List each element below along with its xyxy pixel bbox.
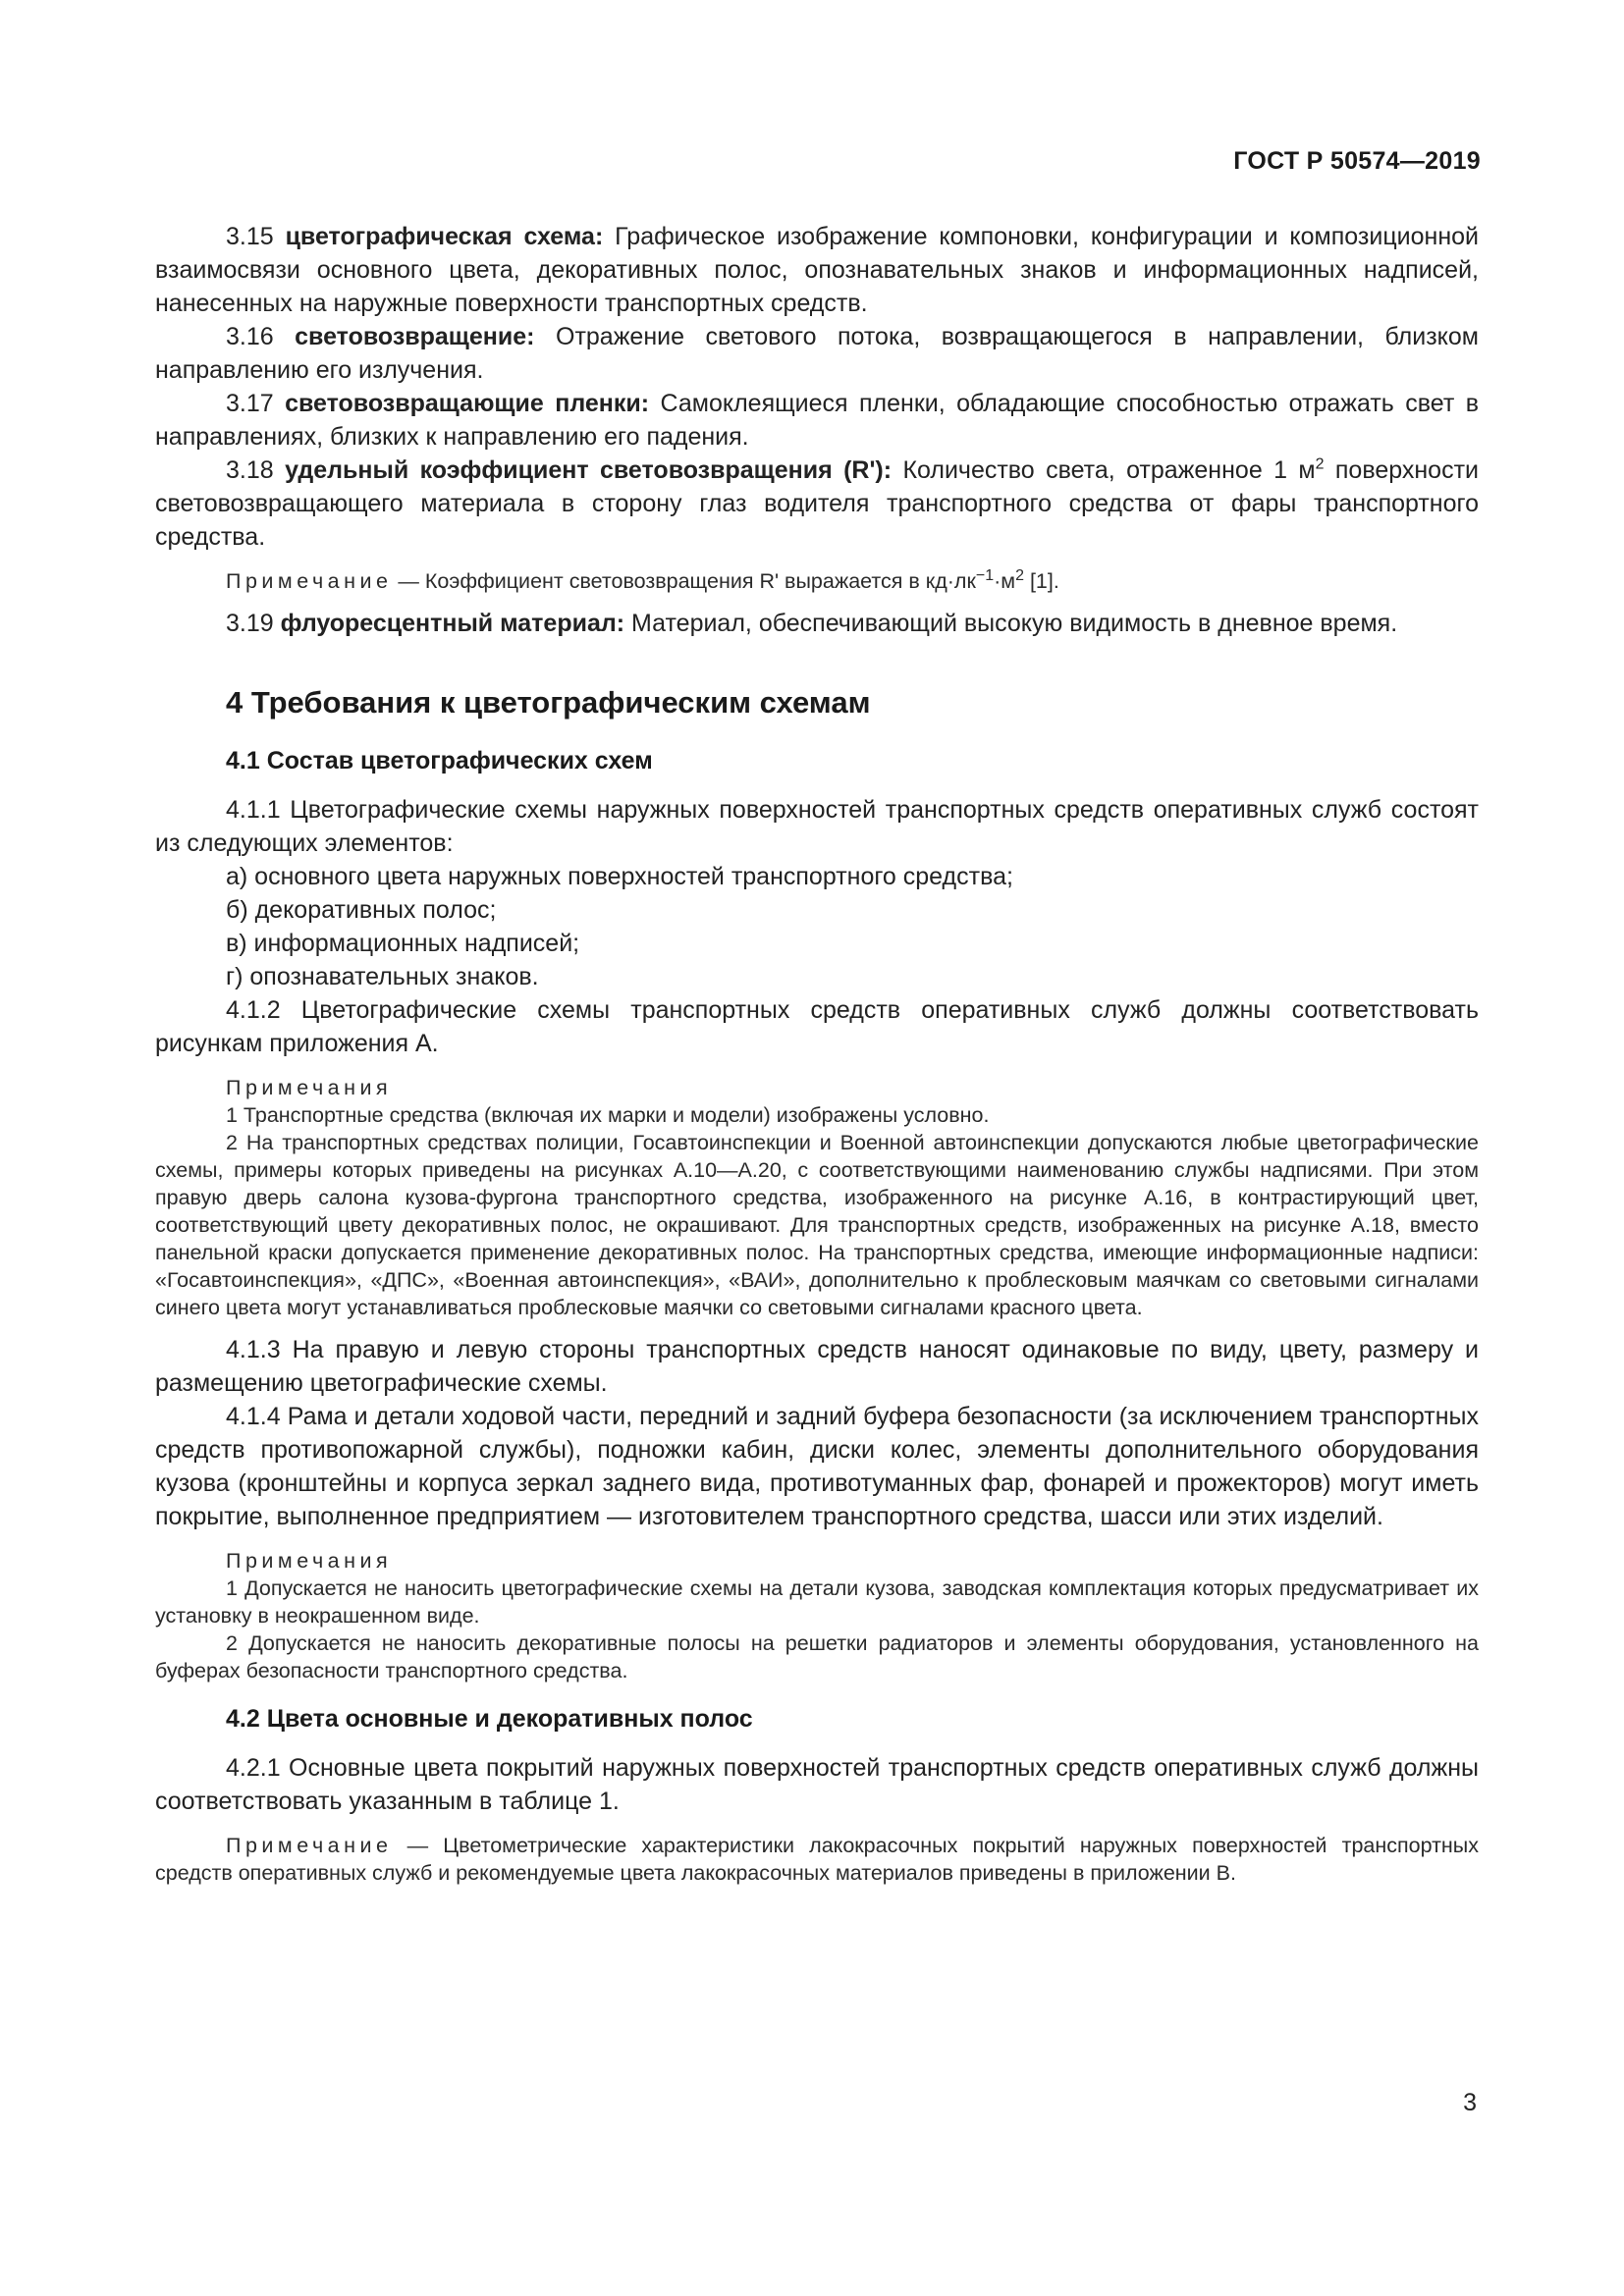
definition-3-16: 3.16 световозвращение: Отражение светового потока, возвращающегося в направлении, близком направлению его излучения. [155,323,1479,384]
notes-4-1-2 [155,1074,1479,1321]
term: цветографическая схема: [285,223,604,250]
term: флуоресцентный материал: [280,610,625,637]
term: удельный коэффициент световозвращения (R'): [285,456,893,484]
notes-label: Примечания [226,1549,393,1573]
section-heading-4: 4 Требования к цветографическим схемам [226,685,871,720]
paragraph-4-1-1: 4.1.1 Цветографические схемы наружных поверхностей транспортных средств оперативных служб состоят из следующих элементов: [155,796,1479,857]
note-item: 1 Допускается не наносить цветографические схемы на детали кузова, заводская комплектация которых предусматривает их установку в неокрашенном виде. [155,1576,1479,1628]
definition-3-19: 3.19 флуоресцентный материал: Материал, обеспечивающий высокую видимость в дневное время. [226,610,1398,637]
notes-label: Примечания [226,1076,393,1099]
term: световозвращающие пленки: [285,390,650,417]
note-item: 1 Транспортные средства (включая их марки и модели) изображены условно. [226,1103,990,1127]
list-item: б) декоративных полос; [226,896,497,924]
note-4-2-1: Примечание — Цветометрические характеристики лакокрасочных покрытий наружных поверхностей транспортных средств оперативных служб и рекомендуемые цвета лакокрасочных материалов приведены в приложении В. [155,1834,1479,1885]
term: световозвращение: [295,323,535,350]
note-label: Примечание [226,1834,393,1857]
note-item: 2 На транспортных средствах полиции, Госавтоинспекции и Военной автоинспекции допускаются любые цветографические схемы, примеры которых приведены на рисунках А.10—А.20, с соответствующими наименованию службы надписями. При этом правую дверь салона кузова-фургона транспортного средства, изображенного на рисунке А.16, в контрастирующий цвет, соответствующий цвету декоративных полос, не окрашивают. Для транспортных средств, изображенных на рисунке А.18, вместо панельной краски допускается применение декоративных полос. На транспортных средства, имеющие информационные надписи: «Госавтоинспекция», «ДПС», «Военная автоинспекция», «ВАИ», дополнительно к проблесковым маячкам со световыми сигналами синего цвета могут устанавливаться проблесковые маячки со световыми сигналами красного цвета. [155,1131,1479,1319]
definition-3-15: 3.15 цветографическая схема: Графическое изображение компоновки, конфигурации и композиционной взаимосвязи основного цвета, декоративных полос, опознавательных знаков и информационных надписей, нанесенных на наружные поверхности транспортных средств. [155,223,1479,317]
page-number: 3 [1463,2089,1477,2116]
definition-3-18: 3.18 удельный коэффициент световозвращения (R'): Количество света, отраженное 1 $м^2$ поверхности световозвращающего материала в сторону глаз водителя транспортного средства от фары транспортного средства. [155,455,1479,551]
note-3-18: Примечание — Коэффициент световозвращения R' выражается в $кд\cdot лк^{-1}\cdot м^2$ [1]. [226,566,1059,593]
paragraph-4-1-2: 4.1.2 Цветографические схемы транспортных средств оперативных служб должны соответствовать рисункам приложения А. [155,996,1479,1057]
subsection-heading-4-1: 4.1 Состав цветографических схем [226,747,653,774]
list-item: а) основного цвета наружных поверхностей транспортного средства; [226,863,1013,890]
list-item: г) опознавательных знаков. [226,963,539,990]
subsection-heading-4-2: 4.2 Цвета основные и декоративных полос [226,1705,753,1733]
document-body [155,220,1479,1898]
note-label: Примечание [226,569,393,593]
document-header: ГОСТ Р 50574—2019 [1233,147,1481,175]
paragraph-4-1-3: 4.1.3 На правую и левую стороны транспортных средств наносят одинаковые по виду, цвету, размеру и размещению цветографические схемы. [155,1336,1479,1397]
notes-4-1-4 [155,1547,1479,1684]
list-item: в) информационных надписей; [226,930,580,957]
definition-3-17: 3.17 световозвращающие пленки: Самоклеящиеся пленки, обладающие способностью отражать свет в направлениях, близких к направлению его падения. [155,390,1479,451]
paragraph-4-1-4: 4.1.4 Рама и детали ходовой части, передний и задний буфера безопасности (за исключением транспортных средств противопожарной службы), подножки кабин, диски колес, элементы дополнительного оборудования кузова (кронштейны и корпуса зеркал заднего вида, противотуманных фар, фонарей и прожекторов) могут иметь покрытие, выполненное предприятием — изготовителем транспортного средства, шасси или этих изделий. [155,1403,1479,1530]
note-item: 2 Допускается не наносить декоративные полосы на решетки радиаторов и элементы оборудования, установленного на буферах безопасности транспортного средства. [155,1631,1479,1682]
paragraph-4-2-1: 4.2.1 Основные цвета покрытий наружных поверхностей транспортных средств оперативных служб должны соответствовать указанным в таблице 1. [155,1754,1479,1815]
